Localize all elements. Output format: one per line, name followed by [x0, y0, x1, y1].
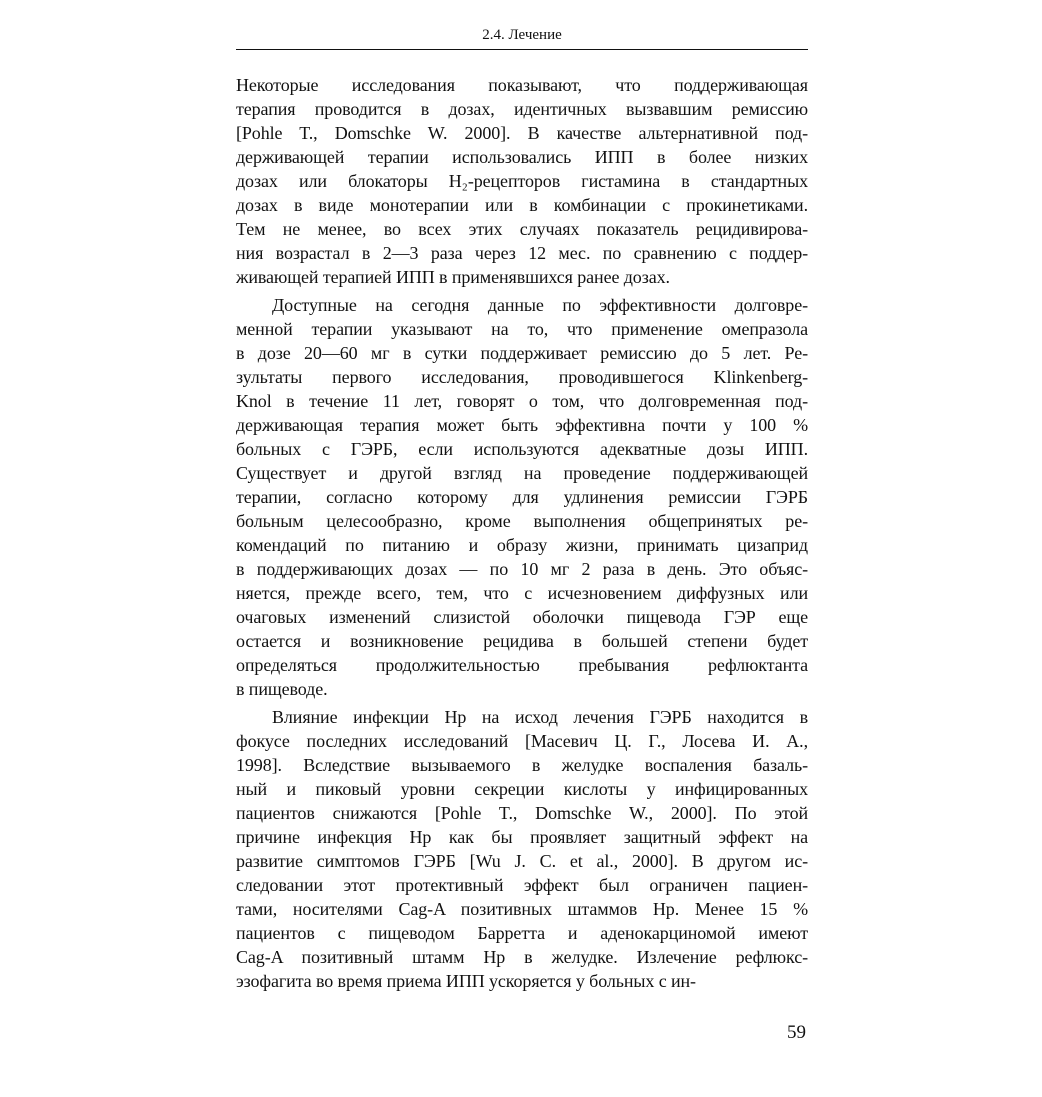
text-line: дозах или блокаторы H₂-рецепторов гистамина в стандартных: [236, 171, 808, 191]
text-line: очаговых изменений слизистой оболочки пищевода ГЭР еще: [236, 607, 808, 627]
text-line: держивающей терапии использовались ИПП в более низких: [236, 147, 808, 167]
text-line: держивающая терапия может быть эффективна почти у 100 %: [236, 415, 808, 435]
text-line: живающей терапией ИПП в применявшихся ранее дозах.: [236, 267, 670, 287]
text-line: пациентов с пищеводом Барретта и аденокарциномой имеют: [236, 923, 808, 943]
text-line: ный и пиковый уровни секреции кислоты у инфицированных: [236, 779, 808, 799]
text-line: остается и возникновение рецидива в большей степени будет: [236, 631, 808, 651]
text-line: Тем не менее, во всех этих случаях показатель рецидивирова-: [236, 219, 808, 239]
paragraph: [236, 293, 808, 701]
text-line: зультаты первого исследования, проводившегося Klinkenberg-: [236, 367, 808, 387]
paragraph: [236, 705, 808, 993]
header-rule: [236, 49, 808, 50]
text-line: Влияние инфекции Hp на исход лечения ГЭРБ находится в: [272, 707, 808, 727]
page-number: 59: [787, 1022, 806, 1043]
text-line: Cag-A позитивный штамм Hp в желудке. Излечение рефлюкс-: [236, 947, 808, 967]
text-line: 1998]. Вследствие вызываемого в желудке воспаления базаль-: [236, 755, 808, 775]
text-line: тами, носителями Cag-A позитивных штаммов Hp. Менее 15 %: [236, 899, 808, 919]
text-line: следовании этот протективный эффект был ограничен пациен-: [236, 875, 808, 895]
text-line: менной терапии указывают на то, что применение омепразола: [236, 319, 808, 339]
text-line: развитие симптомов ГЭРБ [Wu J. C. et al., 2000]. В другом ис-: [236, 851, 808, 871]
text-line: в поддерживающих дозах — по 10 мг 2 раза в день. Это объяс-: [236, 559, 808, 579]
text-line: эзофагита во время приема ИПП ускоряется у больных с ин-: [236, 971, 696, 991]
text-line: дозах в виде монотерапии или в комбинации с прокинетиками.: [236, 195, 808, 215]
text-line: Доступные на сегодня данные по эффективности долговре-: [272, 295, 808, 315]
text-line: больных с ГЭРБ, если используются адекватные дозы ИПП.: [236, 439, 808, 459]
text-line: фокусе последних исследований [Масевич Ц. Г., Лосева И. А.,: [236, 731, 808, 751]
text-line: няется, прежде всего, тем, что с исчезновением диффузных или: [236, 583, 808, 603]
text-line: [Pohle T., Domschke W. 2000]. В качестве альтернативной под-: [236, 123, 808, 143]
text-line: терапии, согласно которому для удлинения ремиссии ГЭРБ: [236, 487, 808, 507]
text-line: комендаций по питанию и образу жизни, принимать цизаприд: [236, 535, 808, 555]
text-line: определяться продолжительностью пребывания рефлюктанта: [236, 655, 808, 675]
text-line: Существует и другой взгляд на проведение поддерживающей: [236, 463, 808, 483]
text-line: больным целесообразно, кроме выполнения общепринятых ре-: [236, 511, 808, 531]
text-line: ния возрастал в 2—3 раза через 12 мес. по сравнению с поддер-: [236, 243, 808, 263]
running-head: 2.4. Лечение: [482, 27, 562, 43]
text-line: в дозе 20—60 мг в сутки поддерживает ремиссию до 5 лет. Ре-: [236, 343, 808, 363]
paragraph: [236, 73, 808, 289]
text-line: пациентов снижаются [Pohle T., Domschke W., 2000]. По этой: [236, 803, 808, 823]
text-line: терапия проводится в дозах, идентичных вызвавшим ремиссию: [236, 99, 808, 119]
text-line: Некоторые исследования показывают, что поддерживающая: [236, 75, 808, 95]
body-text: [236, 73, 808, 993]
text-line: в пищеводе.: [236, 679, 328, 699]
text-line: Knol в течение 11 лет, говорят о том, что долговременная под-: [236, 391, 808, 411]
text-line: причине инфекция Hp как бы проявляет защитный эффект на: [236, 827, 808, 847]
